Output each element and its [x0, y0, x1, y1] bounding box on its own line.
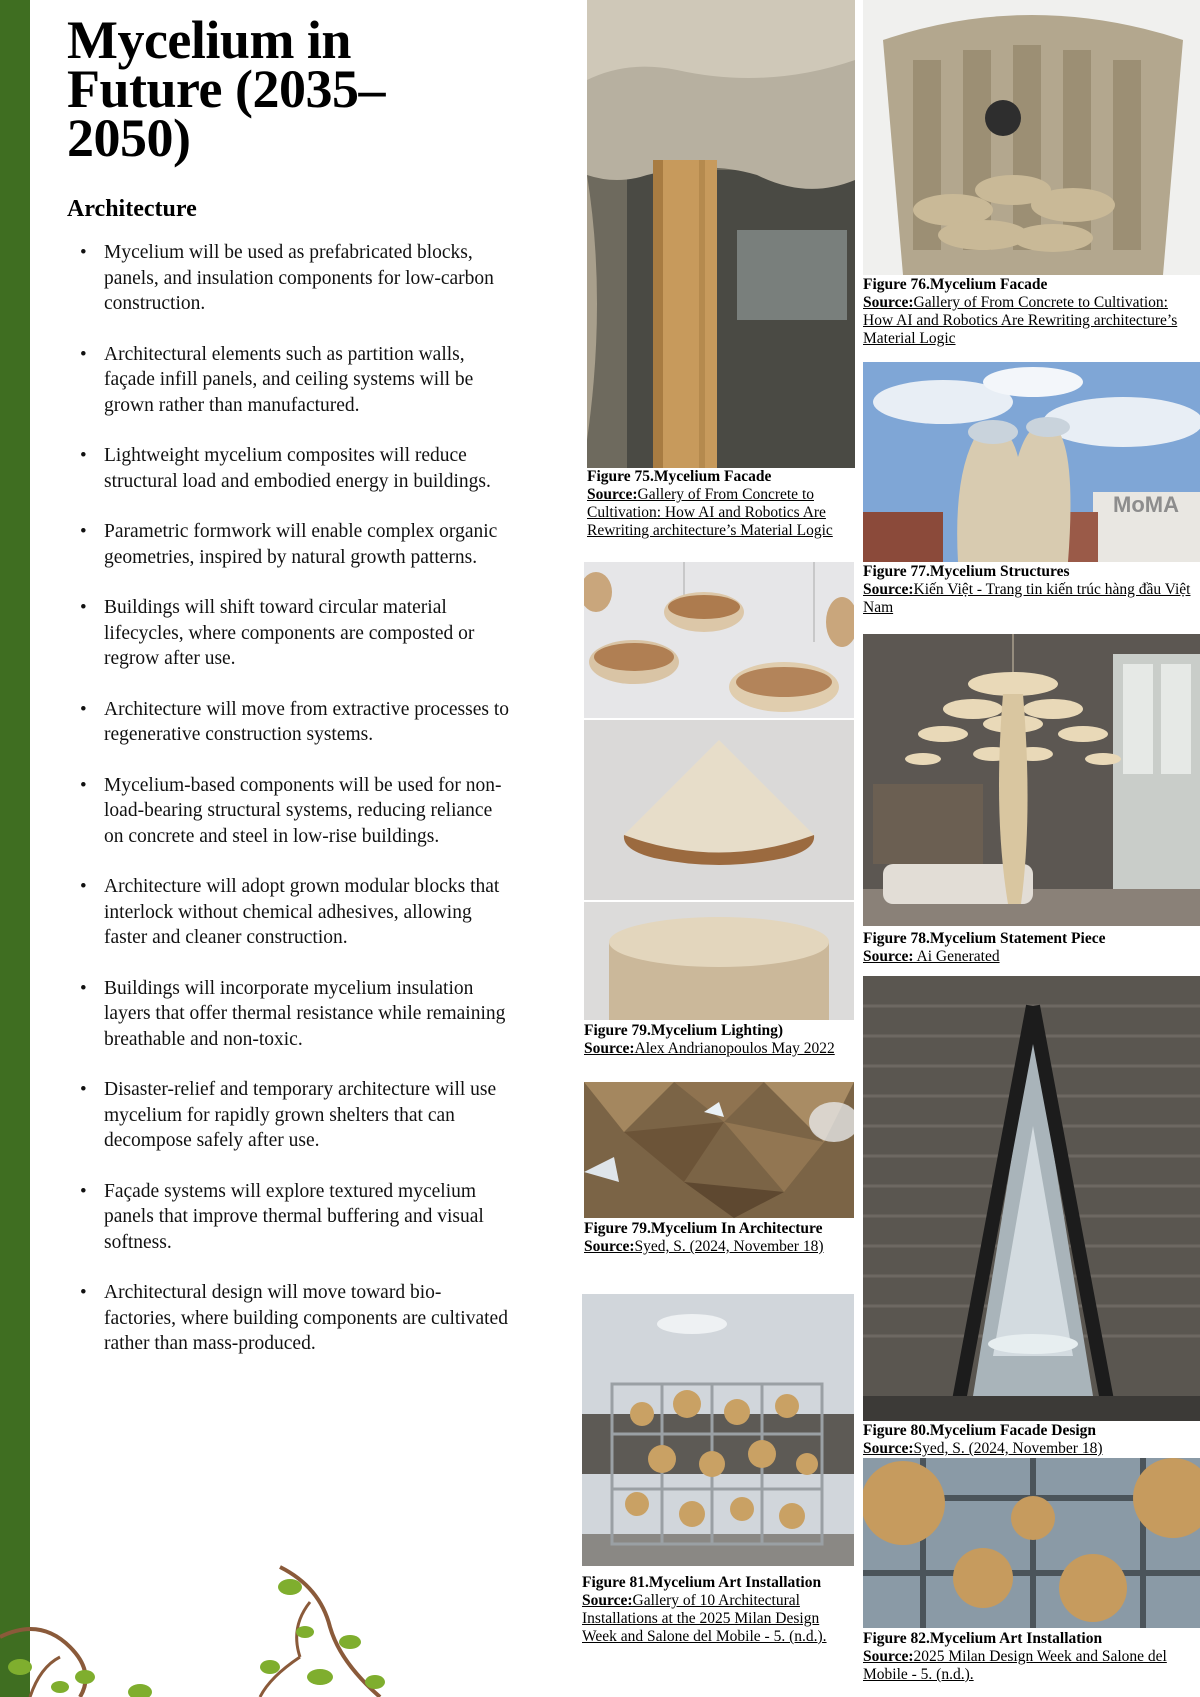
figure-80-source[interactable]: Source:Syed, S. (2024, November 18): [863, 1440, 1103, 1457]
page-title: Mycelium in Future (2035–2050): [67, 10, 385, 168]
figure-75-title: Figure 75.Mycelium Facade: [587, 468, 772, 485]
figure-78-source[interactable]: Source: Ai Generated: [863, 948, 1000, 965]
figure-79-lighting-image-3: [584, 902, 854, 1020]
figure-75-image: [587, 0, 855, 468]
vine-decoration: [0, 1547, 400, 1697]
figure-79-lighting-source[interactable]: Source:Alex Andrianopoulos May 2022: [584, 1040, 835, 1057]
figure-81-caption: [582, 1574, 854, 1646]
figure-75-caption: [587, 468, 845, 540]
figure-82-image: [863, 1458, 1200, 1628]
figure-80-image: [863, 976, 1200, 1421]
list-item: • Lightweight mycelium composites will reduce structural load and embodied energy in buildings.: [80, 445, 491, 492]
list-item: • Parametric formwork will enable complex organic geometries, inspired by natural growth patterns.: [80, 521, 498, 568]
figure-79-lighting-image-2: [584, 720, 854, 900]
list-item: • Buildings will incorporate mycelium insulation layers that offer thermal resistance while remaining breathable and non-toxic.: [80, 977, 506, 1050]
figure-77-image: [863, 362, 1200, 562]
figure-79-lighting-caption: [584, 1022, 854, 1058]
figure-79-architecture-title: Figure 79.Mycelium In Architecture: [584, 1220, 823, 1237]
figure-81-title: Figure 81.Mycelium Art Installation: [582, 1574, 822, 1591]
figure-77-caption: [863, 563, 1193, 617]
figure-78-image: [863, 634, 1200, 926]
figure-79-lighting-image-1: [584, 562, 854, 718]
figure-79-lighting-title: Figure 79.Mycelium Lighting): [584, 1022, 784, 1039]
figure-78-caption: [863, 930, 1193, 966]
figure-79-architecture-source[interactable]: Source:Syed, S. (2024, November 18): [584, 1238, 824, 1255]
figure-80-title: Figure 80.Mycelium Facade Design: [863, 1422, 1097, 1439]
figure-77-title: Figure 77.Mycelium Structures: [863, 563, 1070, 580]
section-heading: Architecture: [67, 196, 197, 222]
figure-75-source[interactable]: Source:Gallery of From Concrete to Cultivation: How AI and Robotics Are Rewriting architecture’s Material Logic: [587, 486, 833, 539]
figure-79-architecture-image: [584, 1082, 854, 1218]
figure-76-caption: [863, 276, 1193, 348]
list-item: • Architectural design will move toward bio-factories, where building components are cultivated rather than mass-produced.: [80, 1282, 508, 1354]
list-item: • Architecture will move from extractive processes to regenerative construction systems.: [80, 698, 510, 745]
figure-76-title: Figure 76.Mycelium Facade: [863, 276, 1048, 293]
green-side-bar: [0, 0, 30, 1697]
figure-81-source[interactable]: Source:Gallery of 10 Architectural Installations at the 2025 Milan Design Week and Salone del Mobile - 5. (n.d.).: [582, 1592, 827, 1645]
figure-82-title: Figure 82.Mycelium Art Installation: [863, 1630, 1103, 1647]
figure-78-title: Figure 78.Mycelium Statement Piece: [863, 930, 1106, 947]
figure-82-caption: [863, 1630, 1193, 1684]
list-item: • Architecture will adopt grown modular blocks that interlock without chemical adhesives, allowing faster and cleaner construction.: [80, 876, 500, 948]
bullet-list: [70, 240, 510, 1382]
figure-76-image: [863, 0, 1200, 275]
list-item: • Mycelium-based components will be used for non-load-bearing structural systems, reducing reliance on concrete and steel in low-rise buildings.: [80, 774, 502, 847]
list-item: • Disaster-relief and temporary architecture will use mycelium for rapidly grown shelters that can decompose safely after use.: [80, 1079, 497, 1151]
list-item: • Architectural elements such as partition walls, façade infill panels, and ceiling systems will be grown rather than manufactured.: [80, 343, 474, 416]
list-item: • Mycelium will be used as prefabricated blocks, panels, and insulation components for low-carbon construction.: [80, 242, 494, 314]
moma-sign: MoMA: [1113, 492, 1179, 517]
figure-76-source[interactable]: Source:Gallery of From Concrete to Cultivation: How AI and Robotics Are Rewriting architecture’s Material Logic: [863, 294, 1178, 347]
figure-79-architecture-caption: [584, 1220, 854, 1256]
list-item: • Façade systems will explore textured mycelium panels that improve thermal buffering and visual softness.: [80, 1180, 484, 1253]
list-item: • Buildings will shift toward circular material lifecycles, where components are composted or regrow after use.: [80, 597, 475, 669]
figure-80-caption: [863, 1422, 1193, 1458]
figure-82-source[interactable]: Source:2025 Milan Design Week and Salone del Mobile - 5. (n.d.).: [863, 1648, 1167, 1683]
figure-81-image: [582, 1294, 854, 1566]
figure-77-source[interactable]: Source:Kiến Việt - Trang tin kiến trúc hàng đầu Việt Nam: [863, 581, 1191, 616]
